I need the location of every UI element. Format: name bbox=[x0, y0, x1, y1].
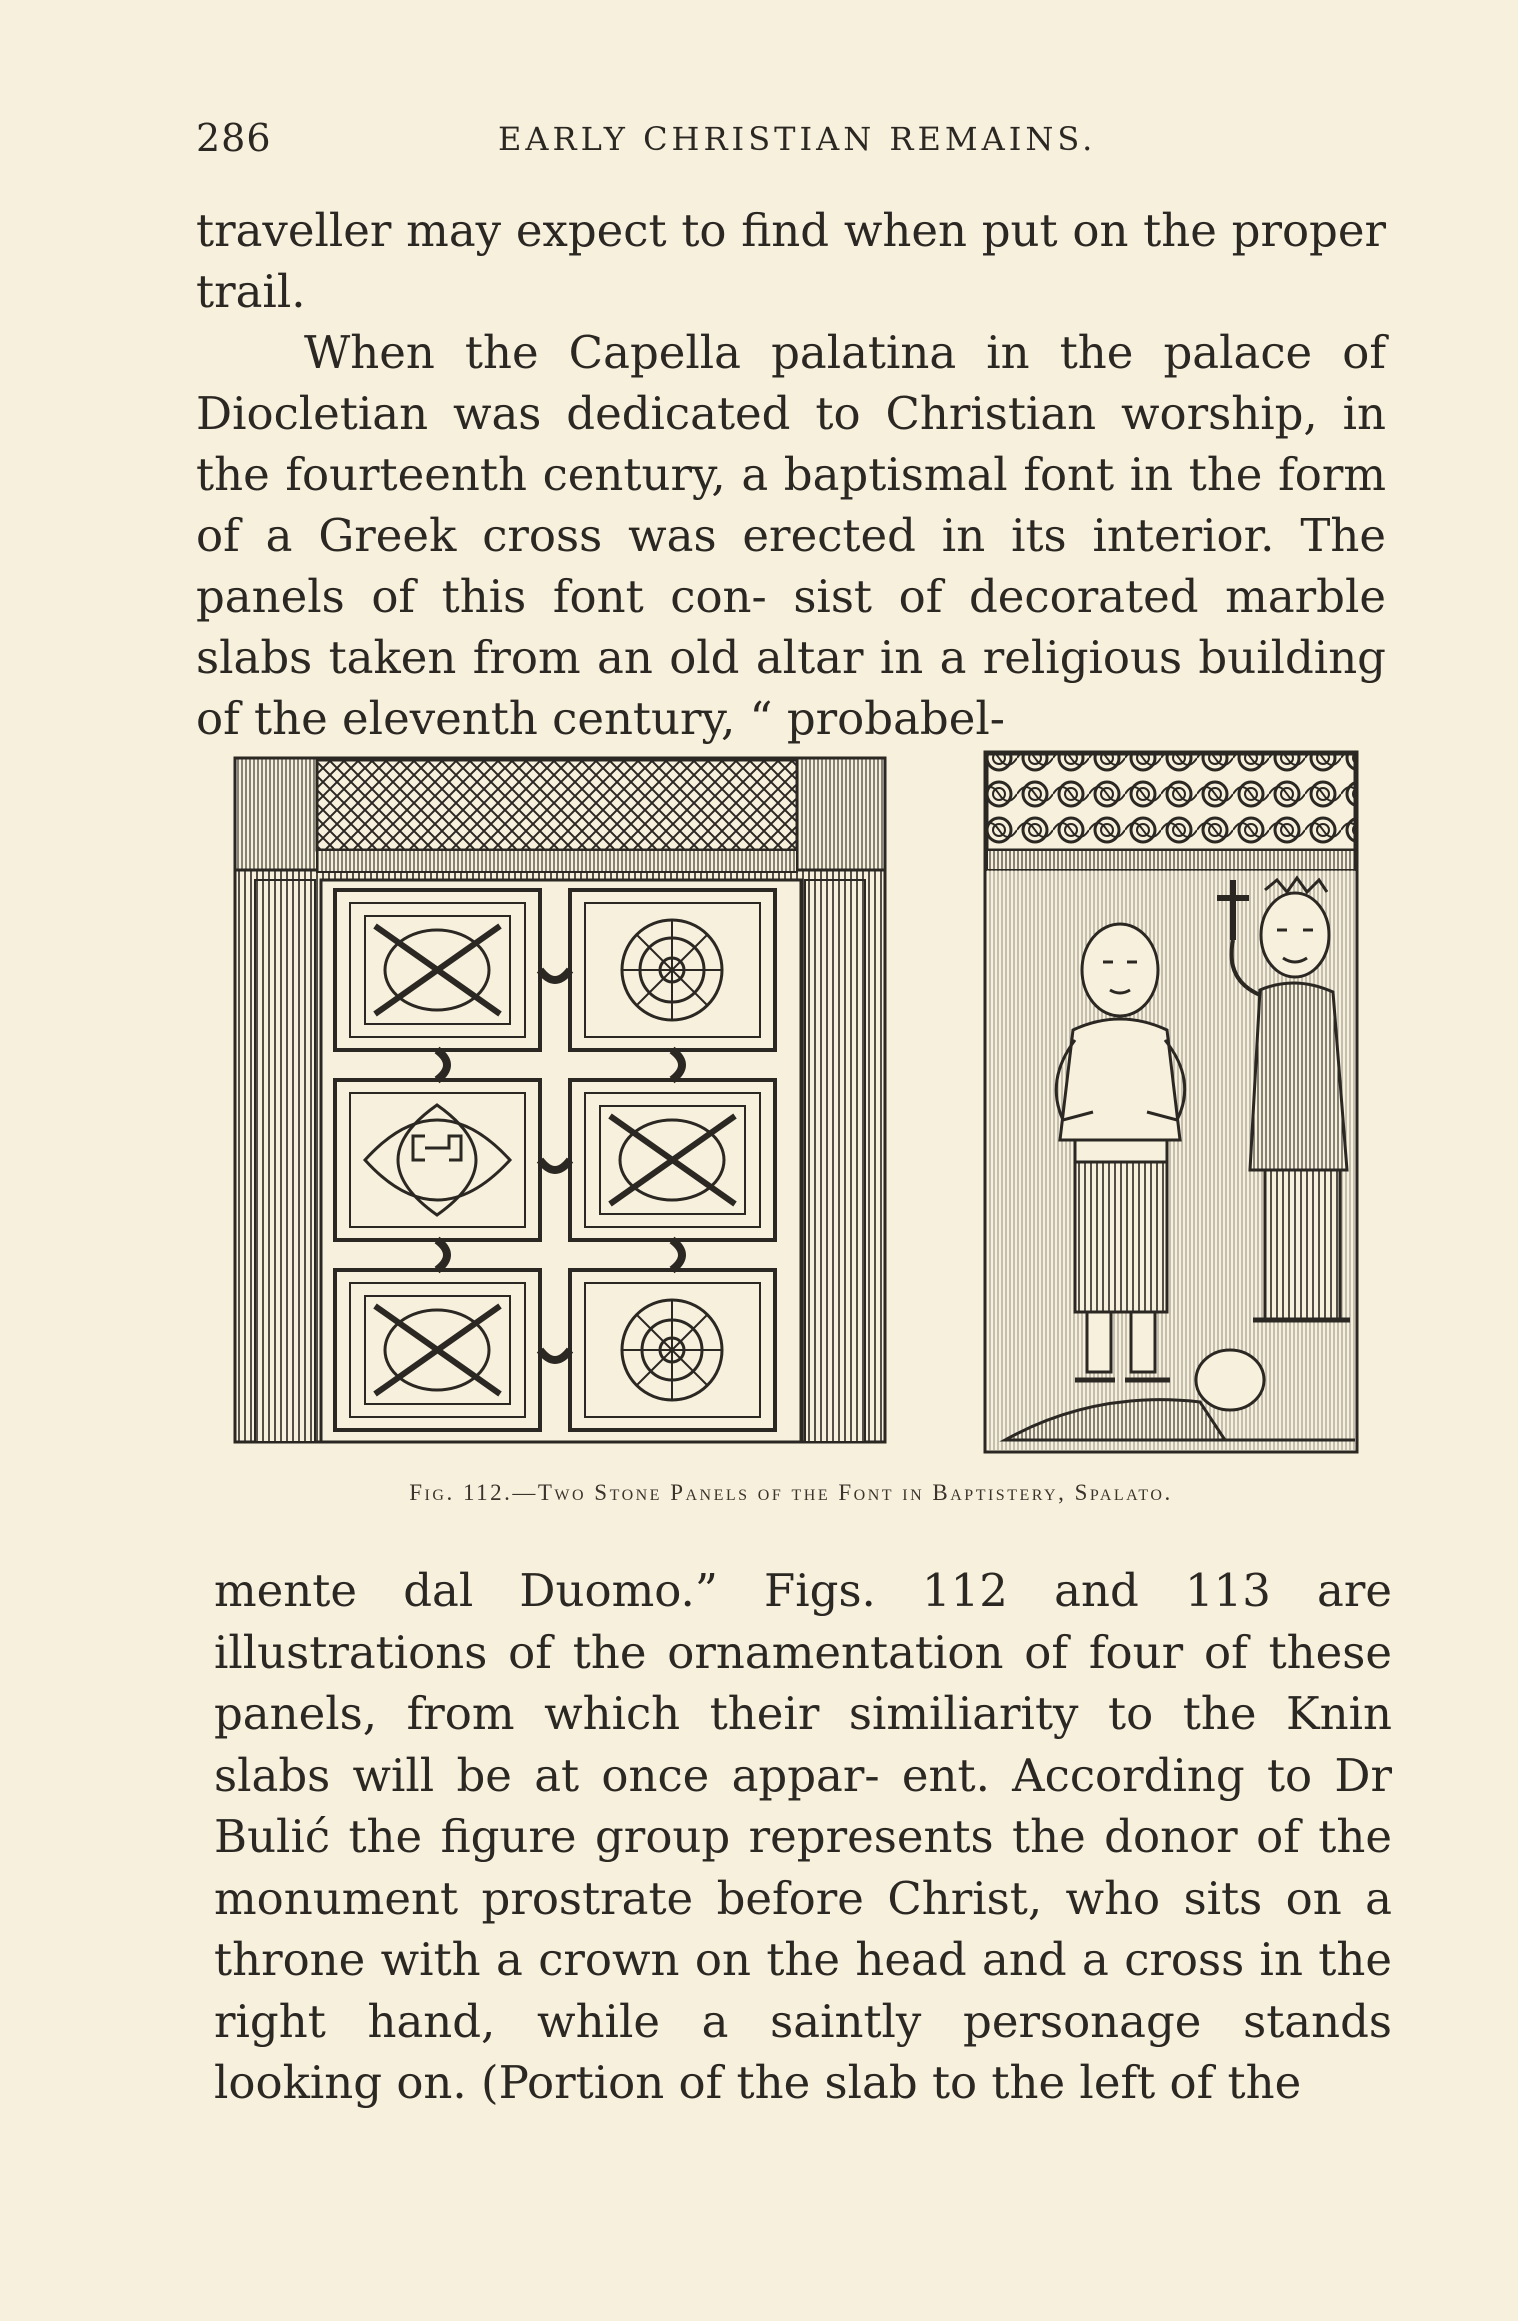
paragraph-figures-description: mente dal Duomo.” Figs. 112 and 113 are illustrations of the ornamentation of four of these panels, from which their similiarity to the Knin slabs will be at once appar- ent. According to Dr Bulić the figure group represents the donor of the monument prostrate before Christ, who sits on a throne with a crown on the head and a cross in the right hand, while a saintly personage stands looking on. (Portion of the slab to the left of the bbox=[214, 1564, 1392, 2109]
body-text-bottom bbox=[214, 1560, 1392, 2114]
page-number: 286 bbox=[196, 116, 272, 160]
figure-112 bbox=[225, 740, 1385, 1460]
page-header bbox=[196, 116, 1376, 162]
running-title: EARLY CHRISTIAN REMAINS. bbox=[498, 120, 1097, 158]
body-text-top bbox=[196, 200, 1386, 749]
paragraph-continuation: traveller may expect to find when put on the proper trail. bbox=[196, 204, 1386, 318]
right-panel-figures bbox=[985, 752, 1357, 1452]
paragraph-capella-palatina: When the Capella palatina in the palace of Diocletian was dedicated to Christian worship, in the fourteenth century, a baptismal font in the form of a Greek cross was erected in its interior. The panels of this font con- sist of decorated marble slabs taken from an old altar in a religious building of the eleventh century, “ probabel- bbox=[196, 326, 1386, 745]
left-panel-interlace bbox=[235, 758, 885, 1442]
figure-illustration bbox=[225, 740, 1385, 1460]
figure-caption: Fig. 112.—Two Stone Panels of the Font in Baptistery, Spalato. bbox=[409, 1480, 1173, 1505]
